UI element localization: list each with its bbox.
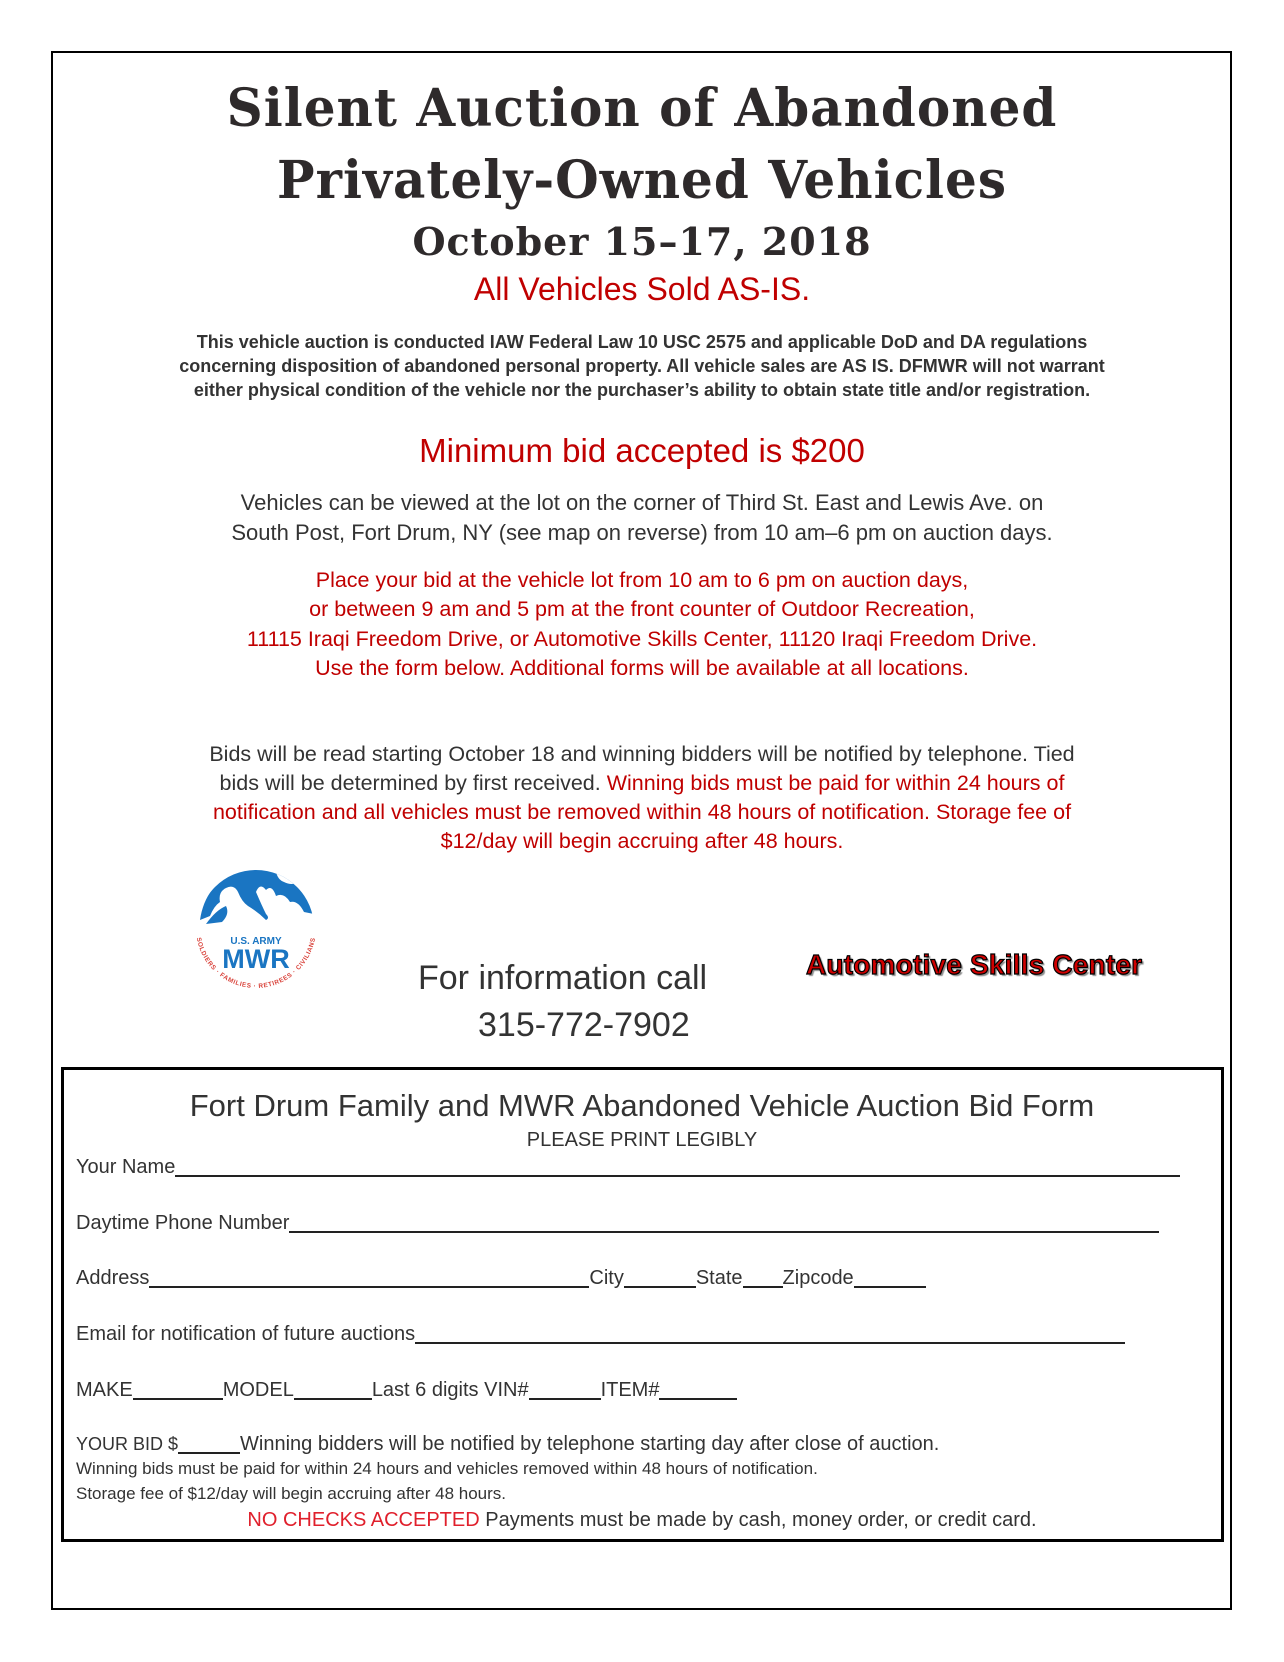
city-field[interactable] (624, 1266, 696, 1288)
item-label: ITEM# (600, 1379, 660, 1401)
vehicle-row (76, 1378, 737, 1402)
make-field[interactable] (133, 1378, 223, 1400)
legal-line: concerning disposition of abandoned personal property. All vehicle sales are AS IS. DFMWR will not warrant (179, 356, 1105, 376)
address-row (76, 1266, 926, 1290)
phone-row (76, 1211, 1159, 1235)
minimum-bid-notice: Minimum bid accepted is $200 (419, 432, 865, 469)
bid-form-title: Fort Drum Family and MWR Abandoned Vehicle Auction Bid Form (189, 1088, 1095, 1123)
model-field[interactable] (294, 1378, 372, 1400)
payment-deadline-text: Winning bids must be paid for within 24 hours of (606, 771, 1065, 795)
model-label: MODEL (222, 1379, 294, 1401)
phone-label: Daytime Phone Number (76, 1212, 290, 1234)
bid-note: Winning bidders will be notified by telephone starting day after close of auction. (240, 1433, 940, 1455)
viewing-line: Vehicles can be viewed at the lot on the corner of Third St. East and Lewis Ave. on (240, 490, 1044, 515)
bidding-instructions (0, 566, 1284, 683)
viewing-line: South Post, Fort Drum, NY (see map on reverse) from 10 am–6 pm on auction days. (231, 520, 1053, 545)
state-label: State (695, 1267, 743, 1289)
zipcode-label: Zipcode (782, 1267, 854, 1289)
item-field[interactable] (659, 1378, 737, 1400)
globe-icon (186, 862, 326, 994)
results-line: $12/day will begin accruing after 48 hours. (440, 829, 844, 853)
make-label: MAKE (76, 1379, 133, 1401)
auction-dates: October 15–17, 2018 (412, 219, 872, 264)
bidding-line: or between 9 am and 5 pm at the front counter of Outdoor Recreation, (309, 597, 975, 622)
address-label: Address (76, 1267, 150, 1289)
bid-row (76, 1432, 939, 1456)
name-field[interactable] (175, 1155, 1180, 1177)
payment-notice (0, 1508, 1284, 1532)
vin-label: Last 6 digits VIN# (371, 1379, 529, 1401)
info-call-label: For information call (418, 959, 708, 997)
legal-line: either physical condition of the vehicle nor the purchaser’s ability to obtain state title and/or registration. (193, 380, 1091, 400)
vin-field[interactable] (529, 1378, 601, 1400)
viewing-paragraph (0, 488, 1284, 548)
logo-main-text: MWR (222, 944, 290, 974)
bid-amount-field[interactable] (178, 1434, 240, 1454)
as-is-notice: All Vehicles Sold AS-IS. (473, 271, 811, 307)
title-line-1: Silent Auction of Abandoned (226, 76, 1058, 139)
bidding-line: Use the form below. Additional forms will be available at all locations. (315, 655, 969, 680)
results-paragraph (0, 740, 1284, 856)
legal-paragraph (0, 330, 1284, 402)
state-field[interactable] (743, 1266, 783, 1288)
bidding-line: 11115 Iraqi Freedom Drive, or Automotive Skills Center, 11120 Iraqi Freedom Drive. (246, 626, 1038, 651)
address-field[interactable] (149, 1266, 589, 1288)
bidding-line: Place your bid at the vehicle lot from 10 am to 6 pm on auction days, (315, 568, 969, 592)
info-phone-number: 315-772-7902 (478, 1006, 690, 1044)
form-note-payment: Winning bids must be paid for within 24 hours and vehicles removed within 48 hours of notification. (76, 1459, 818, 1478)
title-line-2: Privately-Owned Vehicles (277, 148, 1007, 211)
results-line: Bids will be read starting October 18 and winning bidders will be notified by telephone. Tied (209, 742, 1075, 766)
form-note-storage: Storage fee of $12/day will begin accruing after 48 hours. (76, 1484, 506, 1503)
bid-form-subtitle: PLEASE PRINT LEGIBLY (526, 1129, 758, 1151)
email-row (76, 1322, 1125, 1346)
automotive-skills-center-label: Automotive Skills Center (806, 949, 1143, 980)
no-checks-warning: NO CHECKS ACCEPTED (247, 1509, 480, 1531)
legal-line: This vehicle auction is conducted IAW Federal Law 10 USC 2575 and applicable DoD and DA regulations (196, 332, 1088, 352)
results-line (0, 769, 1284, 798)
bid-label: YOUR BID $ (76, 1434, 179, 1454)
city-label: City (589, 1267, 624, 1289)
zipcode-field[interactable] (854, 1266, 926, 1288)
email-label: Email for notification of future auctions (76, 1323, 416, 1345)
results-line: notification and all vehicles must be removed within 48 hours of notification. Storage fee of (212, 800, 1072, 824)
results-text: bids will be determined by first received. (219, 771, 607, 795)
logo-ring-text: SOLDIERS · FAMILIES · RETIREES · CIVILIANS (194, 936, 318, 991)
email-field[interactable] (415, 1322, 1125, 1344)
logo-top-text: U.S. ARMY (230, 936, 282, 947)
name-row (76, 1155, 1204, 1179)
mwr-logo (186, 862, 326, 994)
phone-field[interactable] (289, 1211, 1159, 1233)
name-label: Your Name (76, 1156, 176, 1178)
payment-methods: Payments must be made by cash, money order, or credit card. (479, 1509, 1037, 1531)
